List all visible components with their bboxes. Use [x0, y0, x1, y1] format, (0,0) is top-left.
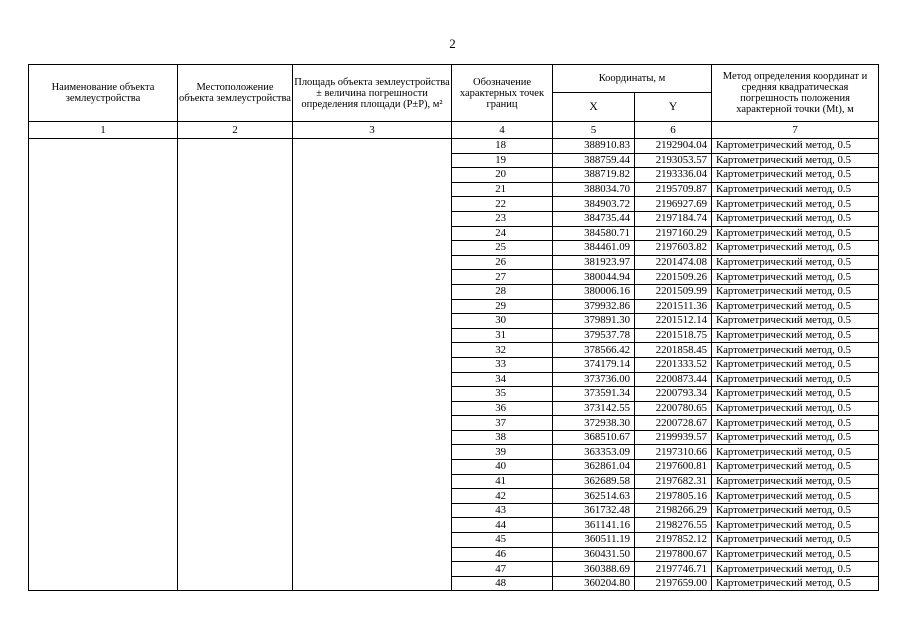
column-number: 6: [635, 122, 712, 139]
x-cell: 384461.09: [553, 241, 635, 256]
header-method: Метод определения координат и средняя квадратическая погрешность положения характерной точки (Mt), м: [712, 65, 879, 122]
header-x: X: [553, 93, 635, 122]
x-cell: 388910.83: [553, 139, 635, 154]
point-cell: 25: [452, 241, 553, 256]
point-cell: 20: [452, 168, 553, 183]
y-cell: 2192904.04: [635, 139, 712, 154]
method-cell: Картометрический метод, 0.5: [712, 518, 879, 533]
method-cell: Картометрический метод, 0.5: [712, 197, 879, 212]
y-cell: 2197603.82: [635, 241, 712, 256]
point-cell: 23: [452, 211, 553, 226]
method-cell: Картометрический метод, 0.5: [712, 182, 879, 197]
y-cell: 2201509.99: [635, 284, 712, 299]
y-cell: 2197746.71: [635, 562, 712, 577]
y-cell: 2201474.08: [635, 255, 712, 270]
x-cell: 380044.94: [553, 270, 635, 285]
x-cell: 379932.86: [553, 299, 635, 314]
y-cell: 2201333.52: [635, 357, 712, 372]
x-cell: 388034.70: [553, 182, 635, 197]
point-cell: 42: [452, 489, 553, 504]
y-cell: 2197805.16: [635, 489, 712, 504]
method-cell: Картометрический метод, 0.5: [712, 139, 879, 154]
point-cell: 19: [452, 153, 553, 168]
method-cell: Картометрический метод, 0.5: [712, 270, 879, 285]
point-cell: 44: [452, 518, 553, 533]
x-cell: 373736.00: [553, 372, 635, 387]
point-cell: 29: [452, 299, 553, 314]
point-cell: 24: [452, 226, 553, 241]
method-cell: Картометрический метод, 0.5: [712, 474, 879, 489]
x-cell: 379891.30: [553, 314, 635, 329]
method-cell: Картометрический метод, 0.5: [712, 284, 879, 299]
x-cell: 362689.58: [553, 474, 635, 489]
method-cell: Картометрический метод, 0.5: [712, 547, 879, 562]
y-cell: 2197184.74: [635, 211, 712, 226]
method-cell: Картометрический метод, 0.5: [712, 430, 879, 445]
method-cell: Картометрический метод, 0.5: [712, 255, 879, 270]
column-number: 4: [452, 122, 553, 139]
y-cell: 2198266.29: [635, 503, 712, 518]
y-cell: 2200728.67: [635, 416, 712, 431]
x-cell: 384735.44: [553, 211, 635, 226]
point-cell: 34: [452, 372, 553, 387]
y-cell: 2197310.66: [635, 445, 712, 460]
point-cell: 47: [452, 562, 553, 577]
method-cell: Картометрический метод, 0.5: [712, 401, 879, 416]
column-number: 3: [293, 122, 452, 139]
x-cell: 362861.04: [553, 460, 635, 475]
coordinates-table: [28, 64, 879, 591]
area-cell: [293, 139, 452, 591]
header-object-name: Наименование объекта землеустройства: [29, 65, 178, 122]
method-cell: Картометрический метод, 0.5: [712, 576, 879, 591]
method-cell: Картометрический метод, 0.5: [712, 241, 879, 256]
y-cell: 2200780.65: [635, 401, 712, 416]
point-cell: 18: [452, 139, 553, 154]
x-cell: 384580.71: [553, 226, 635, 241]
y-cell: 2195709.87: [635, 182, 712, 197]
point-cell: 21: [452, 182, 553, 197]
column-number: 1: [29, 122, 178, 139]
x-cell: 379537.78: [553, 328, 635, 343]
method-cell: Картометрический метод, 0.5: [712, 387, 879, 402]
point-cell: 45: [452, 533, 553, 548]
x-cell: 381923.97: [553, 255, 635, 270]
x-cell: 373591.34: [553, 387, 635, 402]
y-cell: 2200793.34: [635, 387, 712, 402]
point-cell: 43: [452, 503, 553, 518]
y-cell: 2197682.31: [635, 474, 712, 489]
method-cell: Картометрический метод, 0.5: [712, 314, 879, 329]
point-cell: 37: [452, 416, 553, 431]
x-cell: 373142.55: [553, 401, 635, 416]
method-cell: Картометрический метод, 0.5: [712, 328, 879, 343]
y-cell: 2193053.57: [635, 153, 712, 168]
y-cell: 2201518.75: [635, 328, 712, 343]
point-cell: 46: [452, 547, 553, 562]
location-cell: [178, 139, 293, 591]
y-cell: 2198276.55: [635, 518, 712, 533]
x-cell: 360431.50: [553, 547, 635, 562]
x-cell: 388719.82: [553, 168, 635, 183]
method-cell: Картометрический метод, 0.5: [712, 153, 879, 168]
y-cell: 2196927.69: [635, 197, 712, 212]
method-cell: Картометрический метод, 0.5: [712, 460, 879, 475]
header-point-designation: Обозначение характерных точек границ: [452, 65, 553, 122]
x-cell: 374179.14: [553, 357, 635, 372]
header-location: Местоположение объекта землеустройства: [178, 65, 293, 122]
point-cell: 48: [452, 576, 553, 591]
column-number-row: [29, 122, 879, 139]
point-cell: 32: [452, 343, 553, 358]
y-cell: 2197800.67: [635, 547, 712, 562]
y-cell: 2197160.29: [635, 226, 712, 241]
column-number: 7: [712, 122, 879, 139]
x-cell: 362514.63: [553, 489, 635, 504]
method-cell: Картометрический метод, 0.5: [712, 372, 879, 387]
column-number: 5: [553, 122, 635, 139]
x-cell: 360511.19: [553, 533, 635, 548]
page-number: 2: [449, 36, 456, 51]
x-cell: 378566.42: [553, 343, 635, 358]
x-cell: 384903.72: [553, 197, 635, 212]
x-cell: 361141.16: [553, 518, 635, 533]
x-cell: 388759.44: [553, 153, 635, 168]
header-y: Y: [635, 93, 712, 122]
x-cell: 380006.16: [553, 284, 635, 299]
point-cell: 35: [452, 387, 553, 402]
point-cell: 40: [452, 460, 553, 475]
method-cell: Картометрический метод, 0.5: [712, 168, 879, 183]
point-cell: 38: [452, 430, 553, 445]
object-name-cell: [29, 139, 178, 591]
method-cell: Картометрический метод, 0.5: [712, 299, 879, 314]
x-cell: 360388.69: [553, 562, 635, 577]
y-cell: 2200873.44: [635, 372, 712, 387]
y-cell: 2193336.04: [635, 168, 712, 183]
method-cell: Картометрический метод, 0.5: [712, 562, 879, 577]
table-body: [29, 139, 879, 591]
table-row: [29, 139, 879, 154]
y-cell: 2201512.14: [635, 314, 712, 329]
method-cell: Картометрический метод, 0.5: [712, 445, 879, 460]
column-number: 2: [178, 122, 293, 139]
y-cell: 2201858.45: [635, 343, 712, 358]
header-coordinates: Координаты, м: [553, 65, 712, 93]
y-cell: 2197600.81: [635, 460, 712, 475]
method-cell: Картометрический метод, 0.5: [712, 343, 879, 358]
y-cell: 2197852.12: [635, 533, 712, 548]
point-cell: 33: [452, 357, 553, 372]
point-cell: 41: [452, 474, 553, 489]
x-cell: 360204.80: [553, 576, 635, 591]
y-cell: 2201511.36: [635, 299, 712, 314]
point-cell: 30: [452, 314, 553, 329]
point-cell: 31: [452, 328, 553, 343]
point-cell: 26: [452, 255, 553, 270]
header-area: Площадь объекта землеустройства ± величина погрешности определения площади (P±P), м²: [293, 65, 452, 122]
x-cell: 368510.67: [553, 430, 635, 445]
method-cell: Картометрический метод, 0.5: [712, 503, 879, 518]
method-cell: Картометрический метод, 0.5: [712, 357, 879, 372]
point-cell: 39: [452, 445, 553, 460]
method-cell: Картометрический метод, 0.5: [712, 533, 879, 548]
method-cell: Картометрический метод, 0.5: [712, 416, 879, 431]
point-cell: 27: [452, 270, 553, 285]
method-cell: Картометрический метод, 0.5: [712, 489, 879, 504]
point-cell: 36: [452, 401, 553, 416]
point-cell: 22: [452, 197, 553, 212]
x-cell: 361732.48: [553, 503, 635, 518]
x-cell: 363353.09: [553, 445, 635, 460]
y-cell: 2201509.26: [635, 270, 712, 285]
x-cell: 372938.30: [553, 416, 635, 431]
y-cell: 2197659.00: [635, 576, 712, 591]
point-cell: 28: [452, 284, 553, 299]
y-cell: 2199939.57: [635, 430, 712, 445]
method-cell: Картометрический метод, 0.5: [712, 226, 879, 241]
method-cell: Картометрический метод, 0.5: [712, 211, 879, 226]
